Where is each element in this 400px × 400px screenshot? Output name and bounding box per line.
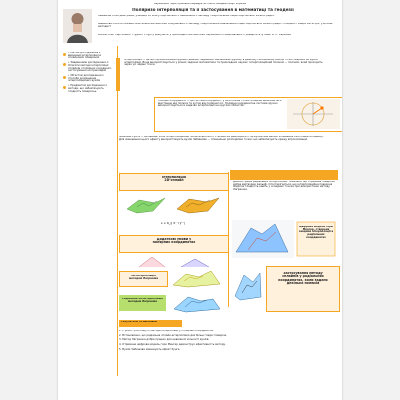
bullet-icon xyxy=(63,53,66,56)
spline-title: Інтерполяція 2D-сплайн xyxy=(162,176,186,183)
top-note: Харківська територіальна кафедра ім. Малої академії наук України xyxy=(153,3,247,5)
extra-conditions-box xyxy=(119,235,229,253)
spline-title-box xyxy=(119,173,229,191)
vertical-rule-left xyxy=(117,46,118,376)
extra-conditions-title: Додаткові умови у полярних координатах xyxy=(152,238,196,245)
spline-formula: Σ Σ a_ij x^i y^j xyxy=(160,222,186,225)
application-box xyxy=(266,266,340,312)
results-item: 5. Вузли Чебишова зменшують ефект Рунге. xyxy=(119,347,181,351)
intro-panel xyxy=(116,58,336,91)
results-item: 4. Отримана цифрова модель гори Менгер демонструє ефективність методу. xyxy=(119,343,226,347)
lagrange-plot xyxy=(168,266,227,290)
spline-formula-box xyxy=(119,219,227,233)
results-list xyxy=(119,330,336,352)
author-2: Шевалова Юлія Віталіївна, вчителька математики Комунального закладу «Херсонський навчальний ліцей Херсонської міської ради», спеціаліст вищої категорії, учитель-методист xyxy=(98,23,333,28)
left-list-item: • Предметом дослідження є методи, що забезпечують гладкість поверхонь xyxy=(63,85,113,93)
polar-diagram xyxy=(287,99,340,129)
intro-text: Інтерполяція — це метод наближення функції деяким, заданими значеннями функції в деякому скінченному наборі точок, відомих як вузли інтерполяції. Вона використовується у різних задачах математики та прикладних науках. Інтерполяційний поліном — поліном, який проходить через усі задані точки. xyxy=(124,59,323,67)
left-list-item: • Об'єктом дослідження є способи розміщення інтерполяційних вузлів xyxy=(63,75,113,83)
lagrange-box xyxy=(119,271,168,287)
poster-page xyxy=(58,0,342,400)
application-plot xyxy=(230,263,265,306)
radial-lagrange-title: Радіальна 2D-інтерполяція методом Лагранжа xyxy=(122,298,163,303)
menger-panel xyxy=(230,218,338,260)
left-list xyxy=(63,52,113,95)
poster-title: Поляризо інтерполяція та її застосування в математиці та геодезії xyxy=(132,8,294,12)
right-info-header xyxy=(230,170,338,180)
spline-images xyxy=(119,191,227,217)
polar-text: Полярні координати — це система координат, у якій кожна точка площини визначається відстанню від полюса та кутом від полярної осі. Полярна координатна система зручно використовується в задачах інтерполяції на круглих областях. xyxy=(158,100,282,108)
menger-title: Цифрова модель гори Менгер, створена завдяки інтерполяції в радіальних координатах xyxy=(298,226,334,239)
radial-lagrange-plot xyxy=(168,291,227,315)
author-3: Волків Олег Сергійович, студент 1 курсу факультету прикладної математики Харківського національного університету імені В. Н. Каразіна xyxy=(98,34,291,36)
left-list-item: • Завданнями дослідження є: Описати методи інтерполяції сплайнів і полярних координат, застосування на прикладах xyxy=(63,62,113,73)
left-list-item: • Метою дослідження є вивчення інтерполяції в сплайнових поверхнях xyxy=(63,52,113,60)
results-item: 1. У роботі розглянуто методи інтерполяції у полярних координатах. xyxy=(119,330,215,332)
results-item: 2. Встановлено, що радіальна сплайн-інтерполяція дає більш гладкі поверхні. xyxy=(119,333,227,337)
results-header xyxy=(119,320,182,327)
bullet-icon xyxy=(63,86,66,89)
results-item: 3. Метод Лагранжа добре працює для невеликої кількості вузлів. xyxy=(119,338,210,342)
lagrange-title: 2D-інтерполяція методом Лагранжа xyxy=(128,275,159,280)
runge-text: Феномен Рунге — це явище, коли інтерполяційний поліном високого степеня на рівномірній сітці вузлів має великі коливання біля кінців інтервалу. Для зменшення цього ефекту використовують вузли Чебишова — спеціально розподілені точки, що забезпечують кращу апроксимацію. xyxy=(119,136,324,141)
bullet-icon xyxy=(63,63,66,66)
bullet-icon xyxy=(63,76,66,79)
author-1: Кешеніна Юлія Дмитрівна, учениця 10 класу Херсонського навчального закладу «Херсонський ліцей Херсонської міської ради» xyxy=(98,15,275,17)
author-photo xyxy=(63,9,92,43)
results-title: Результати та висновки xyxy=(121,321,157,323)
right-info-panel xyxy=(230,170,338,218)
intro-accent xyxy=(116,58,120,91)
polar-panel xyxy=(154,97,342,132)
application-title: Застосування методу сплайнів у радіальних координатах, коли задано декілька полюсів xyxy=(278,272,328,286)
right-info-text: Демонстрація радіальних інтерполяцій: показано, що отримана поверхня добре відтворює рельєф. Спостерігається, що інтерполяційна поверхня зберігає гладкість навіть у складних точках при використанні методу Лагранжа. xyxy=(233,181,335,192)
radial-lagrange-box xyxy=(119,295,166,311)
